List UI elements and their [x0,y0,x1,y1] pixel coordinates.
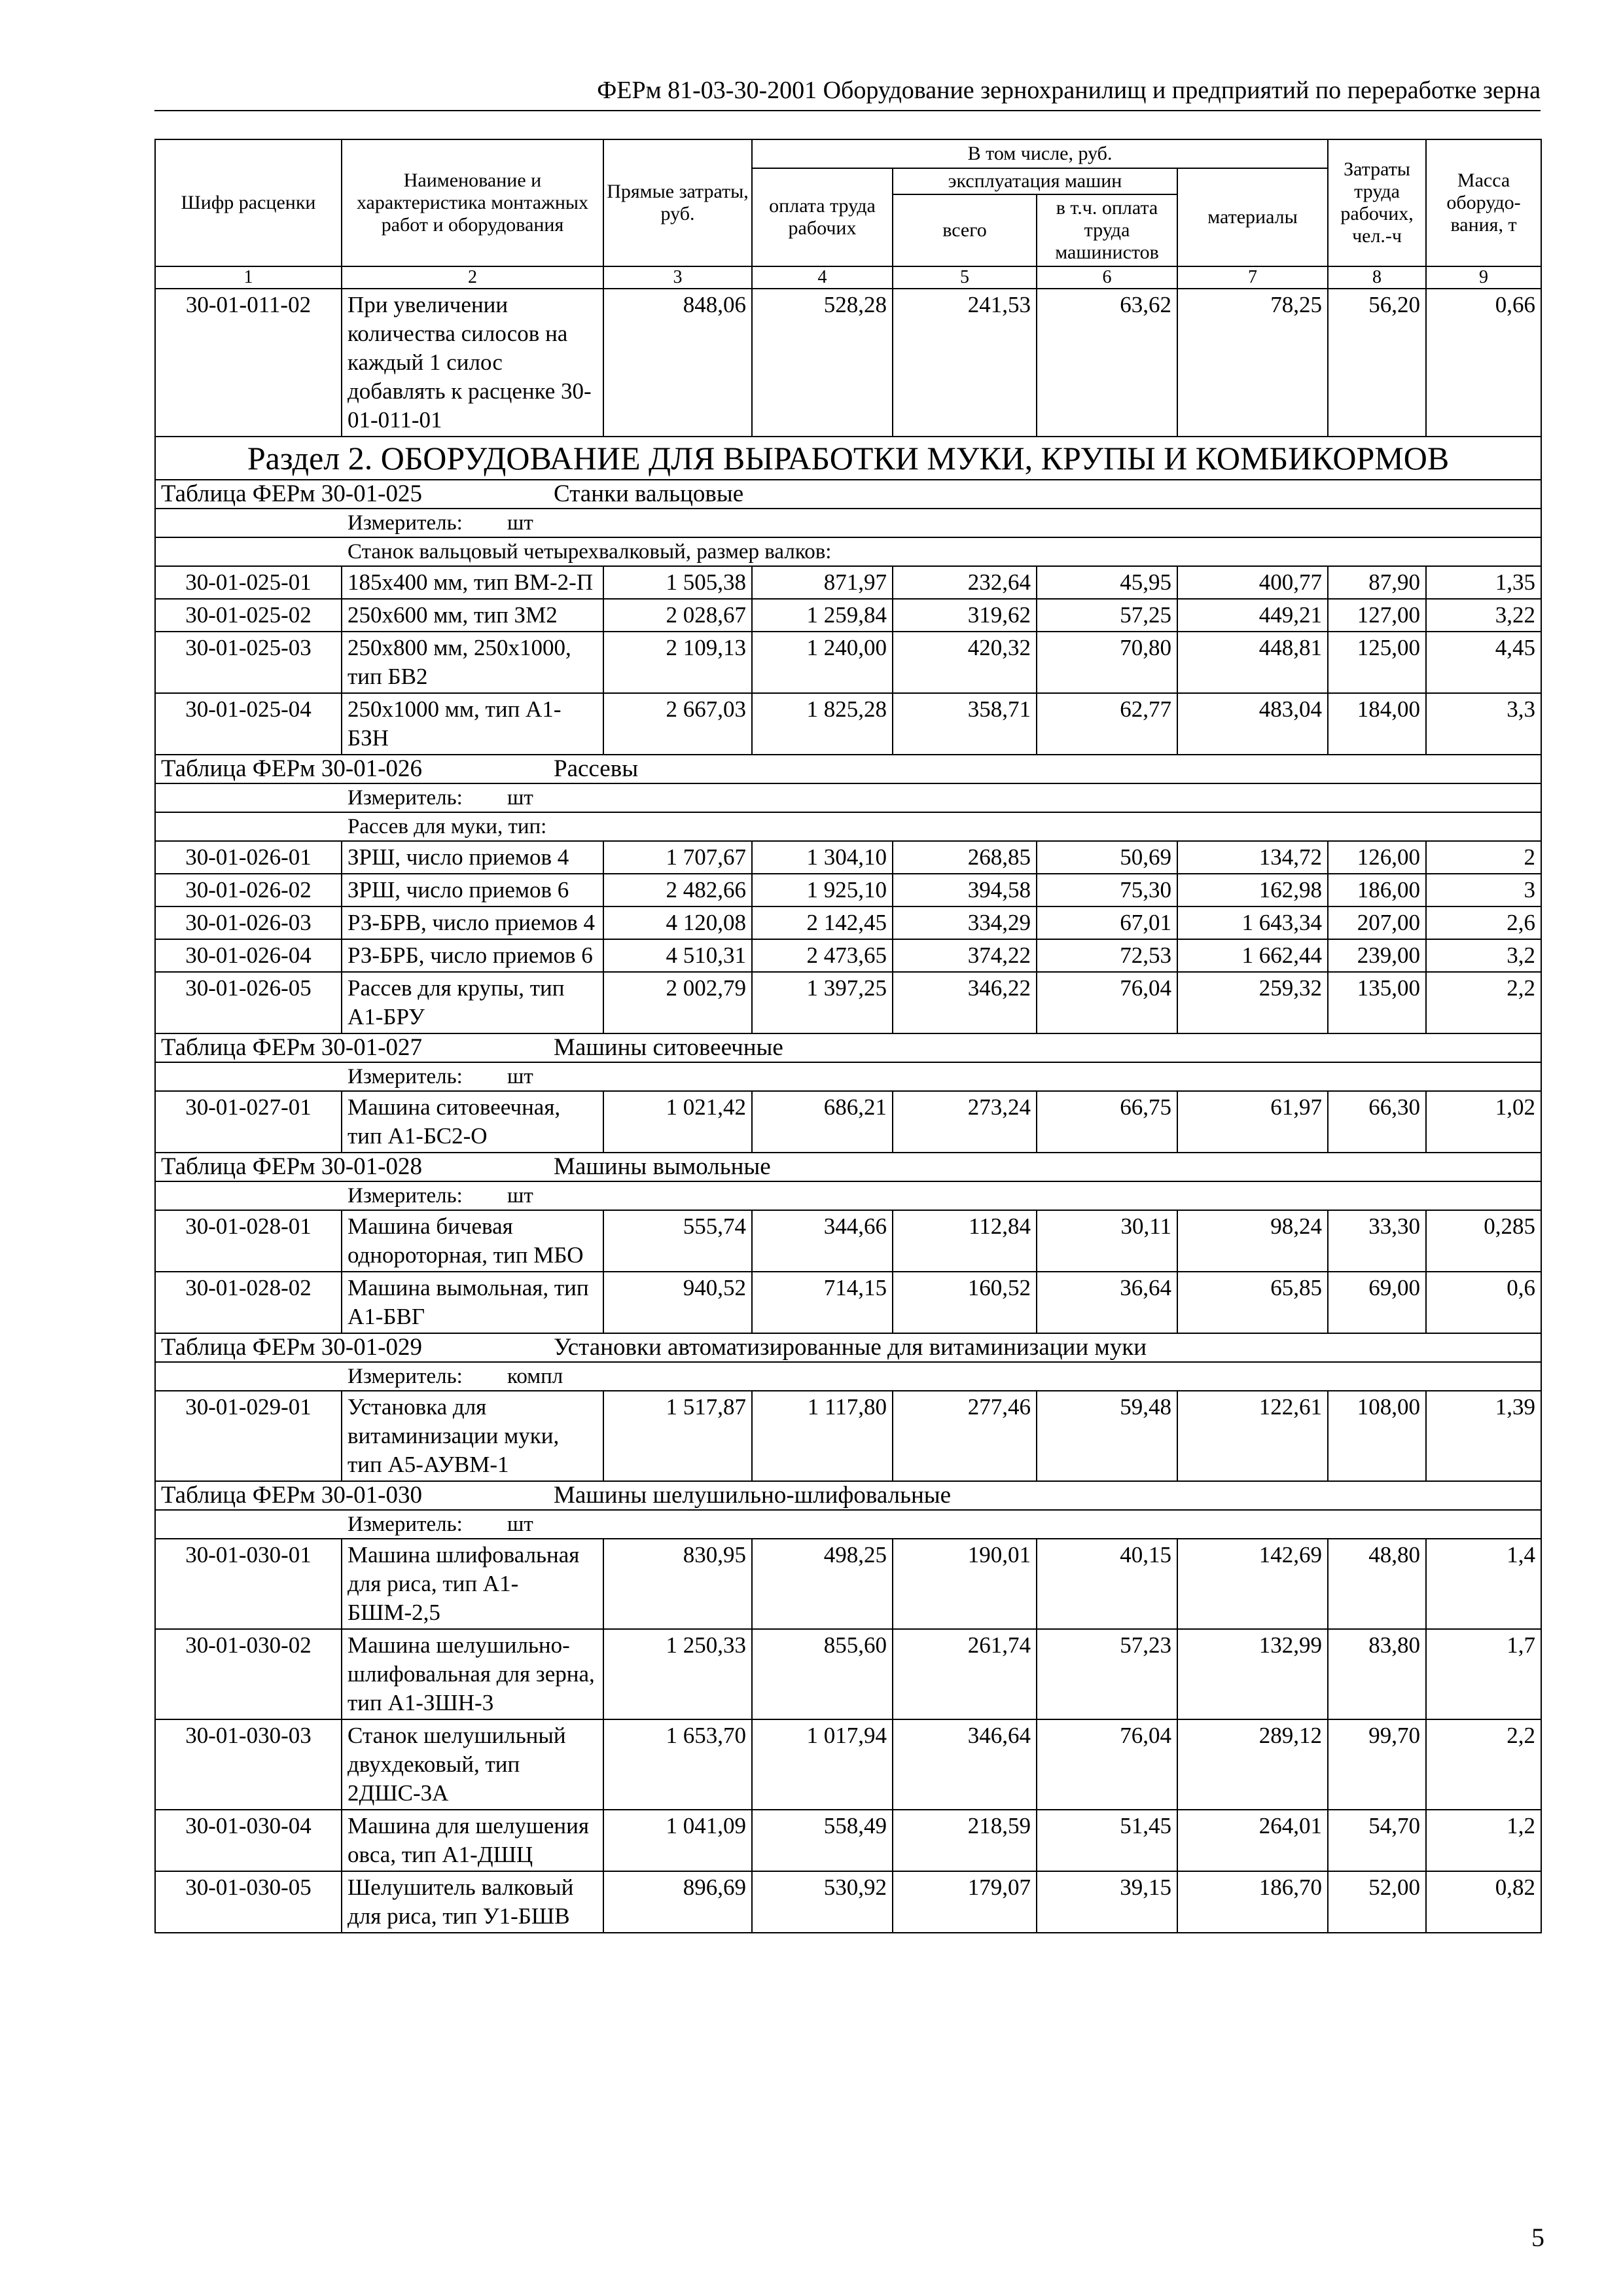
measure-cell [155,1181,1541,1210]
measure-unit: шт [507,786,533,810]
table-heading [155,1481,1541,1510]
subheading-row [155,812,1541,841]
rate-code: 30-01-026-01 [155,841,342,874]
rate-code: 30-01-011-02 [155,289,342,437]
machines-wages-cost: 59,48 [1037,1391,1177,1481]
labor-hours: 54,70 [1328,1810,1426,1871]
machines-wages-cost: 72,53 [1037,939,1177,972]
materials-cost: 122,61 [1177,1391,1328,1481]
machines-wages-cost: 36,64 [1037,1272,1177,1333]
wages-cost: 871,97 [752,566,893,599]
labor-hours: 239,00 [1328,939,1426,972]
materials-cost: 78,25 [1177,289,1328,437]
measure-label: Измеритель: [348,1065,463,1088]
labor-hours: 52,00 [1328,1871,1426,1933]
equipment-mass: 1,39 [1426,1391,1541,1481]
measure-label: Измеритель: [348,786,463,810]
price-table [154,139,1542,1933]
table-row [155,972,1541,1033]
equipment-mass: 2 [1426,841,1541,874]
equipment-mass: 3,2 [1426,939,1541,972]
rate-code: 30-01-030-04 [155,1810,342,1871]
direct-cost: 2 667,03 [603,693,752,755]
equipment-mass: 2,2 [1426,1719,1541,1810]
col-header-direct: Прямые затраты, руб. [603,139,752,266]
subheading: Рассев для муки, тип: [155,812,1541,841]
materials-cost: 98,24 [1177,1210,1328,1272]
wages-cost: 1 259,84 [752,599,893,632]
materials-cost: 134,72 [1177,841,1328,874]
rate-code: 30-01-026-05 [155,972,342,1033]
table-code: Таблица ФЕРм 30-01-026 [161,755,422,782]
subheading: Станок вальцовый четырехвалковый, размер валков: [155,537,1541,566]
rate-code: 30-01-026-02 [155,874,342,906]
direct-cost: 2 109,13 [603,632,752,693]
table-title: Машины ситовеечные [554,1034,783,1061]
measure-label: Измеритель: [348,1513,463,1536]
rate-code: 30-01-025-01 [155,566,342,599]
equipment-mass: 0,66 [1426,289,1541,437]
rate-code: 30-01-026-03 [155,906,342,939]
table-row [155,1391,1541,1481]
wages-cost: 1 925,10 [752,874,893,906]
table-title: Машины вымольные [554,1153,771,1180]
labor-hours: 108,00 [1328,1391,1426,1481]
materials-cost: 1 643,34 [1177,906,1328,939]
measure-label: Измеритель: [348,1365,463,1388]
measure-row [155,1062,1541,1091]
machines-total-cost: 232,64 [893,566,1037,599]
table-title: Станки вальцовые [554,480,744,507]
table-row [155,841,1541,874]
col-number: 3 [603,266,752,289]
measure-cell [155,1510,1541,1539]
rate-name: Установка для витаминизации муки, тип А5-АУВМ-1 [342,1391,603,1481]
page-header [154,73,1541,111]
wages-cost: 2 142,45 [752,906,893,939]
equipment-mass: 1,4 [1426,1539,1541,1629]
wages-cost: 2 473,65 [752,939,893,972]
wages-cost: 855,60 [752,1629,893,1719]
labor-hours: 48,80 [1328,1539,1426,1629]
materials-cost: 289,12 [1177,1719,1328,1810]
rate-code: 30-01-025-02 [155,599,342,632]
equipment-mass: 0,285 [1426,1210,1541,1272]
table-row [155,906,1541,939]
measure-cell [155,509,1541,537]
materials-cost: 400,77 [1177,566,1328,599]
rate-code: 30-01-025-03 [155,632,342,693]
machines-total-cost: 241,53 [893,289,1037,437]
labor-hours: 83,80 [1328,1629,1426,1719]
labor-hours: 186,00 [1328,874,1426,906]
col-header-mass: Масса оборудо-вания, т [1426,139,1541,266]
subheading-row [155,537,1541,566]
table-title: Рассевы [554,755,639,782]
equipment-mass: 2,6 [1426,906,1541,939]
direct-cost: 4 510,31 [603,939,752,972]
machines-wages-cost: 70,80 [1037,632,1177,693]
table-row [155,1810,1541,1871]
col-number: 4 [752,266,893,289]
direct-cost: 1 041,09 [603,1810,752,1871]
wages-cost: 714,15 [752,1272,893,1333]
machines-total-cost: 261,74 [893,1629,1037,1719]
direct-cost: 1 505,38 [603,566,752,599]
materials-cost: 449,21 [1177,599,1328,632]
rate-name: 250x800 мм, 250x1000, тип БВ2 [342,632,603,693]
table-row [155,632,1541,693]
machines-total-cost: 218,59 [893,1810,1037,1871]
materials-cost: 483,04 [1177,693,1328,755]
materials-cost: 61,97 [1177,1091,1328,1153]
machines-total-cost: 346,22 [893,972,1037,1033]
measure-row [155,1181,1541,1210]
measure-unit: шт [507,1513,533,1536]
direct-cost: 848,06 [603,289,752,437]
table-row [155,289,1541,437]
direct-cost: 1 250,33 [603,1629,752,1719]
table-row [155,874,1541,906]
equipment-mass: 3 [1426,874,1541,906]
machines-wages-cost: 76,04 [1037,972,1177,1033]
equipment-mass: 3,22 [1426,599,1541,632]
machines-wages-cost: 57,25 [1037,599,1177,632]
rate-code: 30-01-026-04 [155,939,342,972]
labor-hours: 184,00 [1328,693,1426,755]
table-heading-row [155,480,1541,509]
machines-total-cost: 273,24 [893,1091,1037,1153]
machines-total-cost: 268,85 [893,841,1037,874]
machines-wages-cost: 76,04 [1037,1719,1177,1810]
table-code: Таблица ФЕРм 30-01-028 [161,1153,422,1180]
direct-cost: 4 120,08 [603,906,752,939]
direct-cost: 1 517,87 [603,1391,752,1481]
wages-cost: 1 017,94 [752,1719,893,1810]
equipment-mass: 1,35 [1426,566,1541,599]
labor-hours: 66,30 [1328,1091,1426,1153]
col-number: 8 [1328,266,1426,289]
equipment-mass: 0,6 [1426,1272,1541,1333]
measure-unit: компл [507,1365,563,1388]
materials-cost: 186,70 [1177,1871,1328,1933]
rate-code: 30-01-030-01 [155,1539,342,1629]
labor-hours: 33,30 [1328,1210,1426,1272]
table-code: Таблица ФЕРм 30-01-030 [161,1482,422,1509]
wages-cost: 1 825,28 [752,693,893,755]
table-heading-row [155,1481,1541,1510]
machines-wages-cost: 67,01 [1037,906,1177,939]
labor-hours: 207,00 [1328,906,1426,939]
machines-total-cost: 394,58 [893,874,1037,906]
machines-total-cost: 112,84 [893,1210,1037,1272]
rate-name: Машина для шелушения овса, тип А1-ДШЦ [342,1810,603,1871]
rate-name: РЗ-БРВ, число приемов 4 [342,906,603,939]
rate-name: ЗРШ, число приемов 4 [342,841,603,874]
col-number: 5 [893,266,1037,289]
rate-code: 30-01-025-04 [155,693,342,755]
wages-cost: 344,66 [752,1210,893,1272]
rate-name: 185x400 мм, тип ВМ-2-П [342,566,603,599]
machines-wages-cost: 39,15 [1037,1871,1177,1933]
col-header-machines: эксплуатация машин [893,168,1177,194]
labor-hours: 99,70 [1328,1719,1426,1810]
machines-total-cost: 319,62 [893,599,1037,632]
labor-hours: 135,00 [1328,972,1426,1033]
machines-total-cost: 346,64 [893,1719,1037,1810]
direct-cost: 555,74 [603,1210,752,1272]
table-code: Таблица ФЕРм 30-01-029 [161,1334,422,1361]
rate-name: 250x600 мм, тип ЗМ2 [342,599,603,632]
table-heading-row [155,1153,1541,1181]
materials-cost: 448,81 [1177,632,1328,693]
direct-cost: 1 021,42 [603,1091,752,1153]
table-row [155,939,1541,972]
measure-row [155,783,1541,812]
page-number: 5 [1531,2223,1544,2252]
machines-wages-cost: 45,95 [1037,566,1177,599]
machines-total-cost: 374,22 [893,939,1037,972]
table-row [155,693,1541,755]
wages-cost: 1 397,25 [752,972,893,1033]
equipment-mass: 0,82 [1426,1871,1541,1933]
col-header-materials: материалы [1177,168,1328,266]
machines-total-cost: 277,46 [893,1391,1037,1481]
labor-hours: 126,00 [1328,841,1426,874]
wages-cost: 530,92 [752,1871,893,1933]
col-header-machines-total: всего [893,194,1037,266]
col-header-machines-wages: в т.ч. оплата труда машинистов [1037,194,1177,266]
col-number: 1 [155,266,342,289]
rate-name: ЗРШ, число приемов 6 [342,874,603,906]
machines-total-cost: 190,01 [893,1539,1037,1629]
wages-cost: 1 304,10 [752,841,893,874]
table-heading-row [155,1033,1541,1062]
equipment-mass: 1,02 [1426,1091,1541,1153]
equipment-mass: 2,2 [1426,972,1541,1033]
col-number: 7 [1177,266,1328,289]
table-code: Таблица ФЕРм 30-01-027 [161,1034,422,1061]
rate-name: Машина вымольная, тип А1-БВГ [342,1272,603,1333]
table-row [155,1539,1541,1629]
machines-wages-cost: 62,77 [1037,693,1177,755]
table-row [155,599,1541,632]
col-header-wages: оплата труда рабочих [752,168,893,266]
table-heading-row [155,1333,1541,1362]
materials-cost: 259,32 [1177,972,1328,1033]
col-header-name: Наименование и характеристика монтажных работ и оборудования [342,139,603,266]
machines-wages-cost: 75,30 [1037,874,1177,906]
measure-label: Измеритель: [348,511,463,535]
measure-row [155,1510,1541,1539]
rate-name: Машина ситовеечная, тип А1-БС2-О [342,1091,603,1153]
rate-name: Шелушитель валковый для риса, тип У1-БШВ [342,1871,603,1933]
page-header-title: ФЕРм 81-03-30-2001 Оборудование зернохранилищ и предприятий по переработке зерна [597,77,1541,104]
col-number: 6 [1037,266,1177,289]
machines-total-cost: 358,71 [893,693,1037,755]
rate-name: При увеличении количества силосов на каждый 1 силос добавлять к расценке 30-01-011-01 [342,289,603,437]
materials-cost: 264,01 [1177,1810,1328,1871]
rate-code: 30-01-028-02 [155,1272,342,1333]
measure-cell [155,1362,1541,1391]
col-header-including: В том числе, руб. [752,139,1328,168]
machines-total-cost: 160,52 [893,1272,1037,1333]
materials-cost: 1 662,44 [1177,939,1328,972]
wages-cost: 498,25 [752,1539,893,1629]
col-header-labor: Затраты труда рабочих, чел.-ч [1328,139,1426,266]
table-row [155,1210,1541,1272]
table-row [155,566,1541,599]
col-number: 2 [342,266,603,289]
measure-cell [155,783,1541,812]
equipment-mass: 3,3 [1426,693,1541,755]
direct-cost: 2 028,67 [603,599,752,632]
wages-cost: 558,49 [752,1810,893,1871]
measure-unit: шт [507,511,533,535]
wages-cost: 1 240,00 [752,632,893,693]
direct-cost: 830,95 [603,1539,752,1629]
rate-code: 30-01-028-01 [155,1210,342,1272]
rate-code: 30-01-030-02 [155,1629,342,1719]
machines-total-cost: 179,07 [893,1871,1037,1933]
materials-cost: 65,85 [1177,1272,1328,1333]
labor-hours: 56,20 [1328,289,1426,437]
direct-cost: 1 653,70 [603,1719,752,1810]
table-row [155,1629,1541,1719]
machines-wages-cost: 50,69 [1037,841,1177,874]
rate-code: 30-01-030-03 [155,1719,342,1810]
measure-unit: шт [507,1065,533,1088]
equipment-mass: 4,45 [1426,632,1541,693]
machines-total-cost: 420,32 [893,632,1037,693]
table-heading-row [155,755,1541,783]
rate-name: 250x1000 мм, тип А1-БЗН [342,693,603,755]
materials-cost: 132,99 [1177,1629,1328,1719]
table-code: Таблица ФЕРм 30-01-025 [161,480,422,507]
rate-code: 30-01-030-05 [155,1871,342,1933]
materials-cost: 162,98 [1177,874,1328,906]
direct-cost: 1 707,67 [603,841,752,874]
direct-cost: 2 002,79 [603,972,752,1033]
equipment-mass: 1,7 [1426,1629,1541,1719]
labor-hours: 125,00 [1328,632,1426,693]
table-heading [155,1153,1541,1181]
rate-code: 30-01-027-01 [155,1091,342,1153]
measure-label: Измеритель: [348,1184,463,1208]
measure-row [155,1362,1541,1391]
section-title: Раздел 2. ОБОРУДОВАНИЕ ДЛЯ ВЫРАБОТКИ МУКИ, КРУПЫ И КОМБИКОРМОВ [155,437,1541,480]
labor-hours: 127,00 [1328,599,1426,632]
wages-cost: 1 117,80 [752,1391,893,1481]
measure-row [155,509,1541,537]
machines-wages-cost: 30,11 [1037,1210,1177,1272]
measure-unit: шт [507,1184,533,1208]
labor-hours: 87,90 [1328,566,1426,599]
rate-name: Рассев для крупы, тип А1-БРУ [342,972,603,1033]
rate-name: Машина шелушильно-шлифовальная для зерна, тип А1-ЗШН-3 [342,1629,603,1719]
table-row [155,1871,1541,1933]
col-number: 9 [1426,266,1541,289]
wages-cost: 528,28 [752,289,893,437]
rate-name: Машина шлифовальная для риса, тип А1-БШМ-2,5 [342,1539,603,1629]
equipment-mass: 1,2 [1426,1810,1541,1871]
table-row [155,1091,1541,1153]
table-heading [155,1333,1541,1362]
direct-cost: 2 482,66 [603,874,752,906]
direct-cost: 896,69 [603,1871,752,1933]
table-title: Машины шелушильно-шлифовальные [554,1482,952,1509]
materials-cost: 142,69 [1177,1539,1328,1629]
machines-wages-cost: 40,15 [1037,1539,1177,1629]
rate-name: Станок шелушильный двухдековый, тип 2ДШС-3А [342,1719,603,1810]
table-heading [155,755,1541,783]
wages-cost: 686,21 [752,1091,893,1153]
table-title: Установки автоматизированные для витаминизации муки [554,1334,1147,1361]
table-heading [155,1033,1541,1062]
machines-total-cost: 334,29 [893,906,1037,939]
machines-wages-cost: 57,23 [1037,1629,1177,1719]
rate-code: 30-01-029-01 [155,1391,342,1481]
direct-cost: 940,52 [603,1272,752,1333]
rate-name: РЗ-БРБ, число приемов 6 [342,939,603,972]
measure-cell [155,1062,1541,1091]
machines-wages-cost: 51,45 [1037,1810,1177,1871]
table-row [155,1272,1541,1333]
section-row [155,437,1541,480]
machines-wages-cost: 66,75 [1037,1091,1177,1153]
table-heading [155,480,1541,509]
labor-hours: 69,00 [1328,1272,1426,1333]
machines-wages-cost: 63,62 [1037,289,1177,437]
rate-name: Машина бичевая однороторная, тип МБО [342,1210,603,1272]
col-header-code: Шифр расценки [155,139,342,266]
table-row [155,1719,1541,1810]
